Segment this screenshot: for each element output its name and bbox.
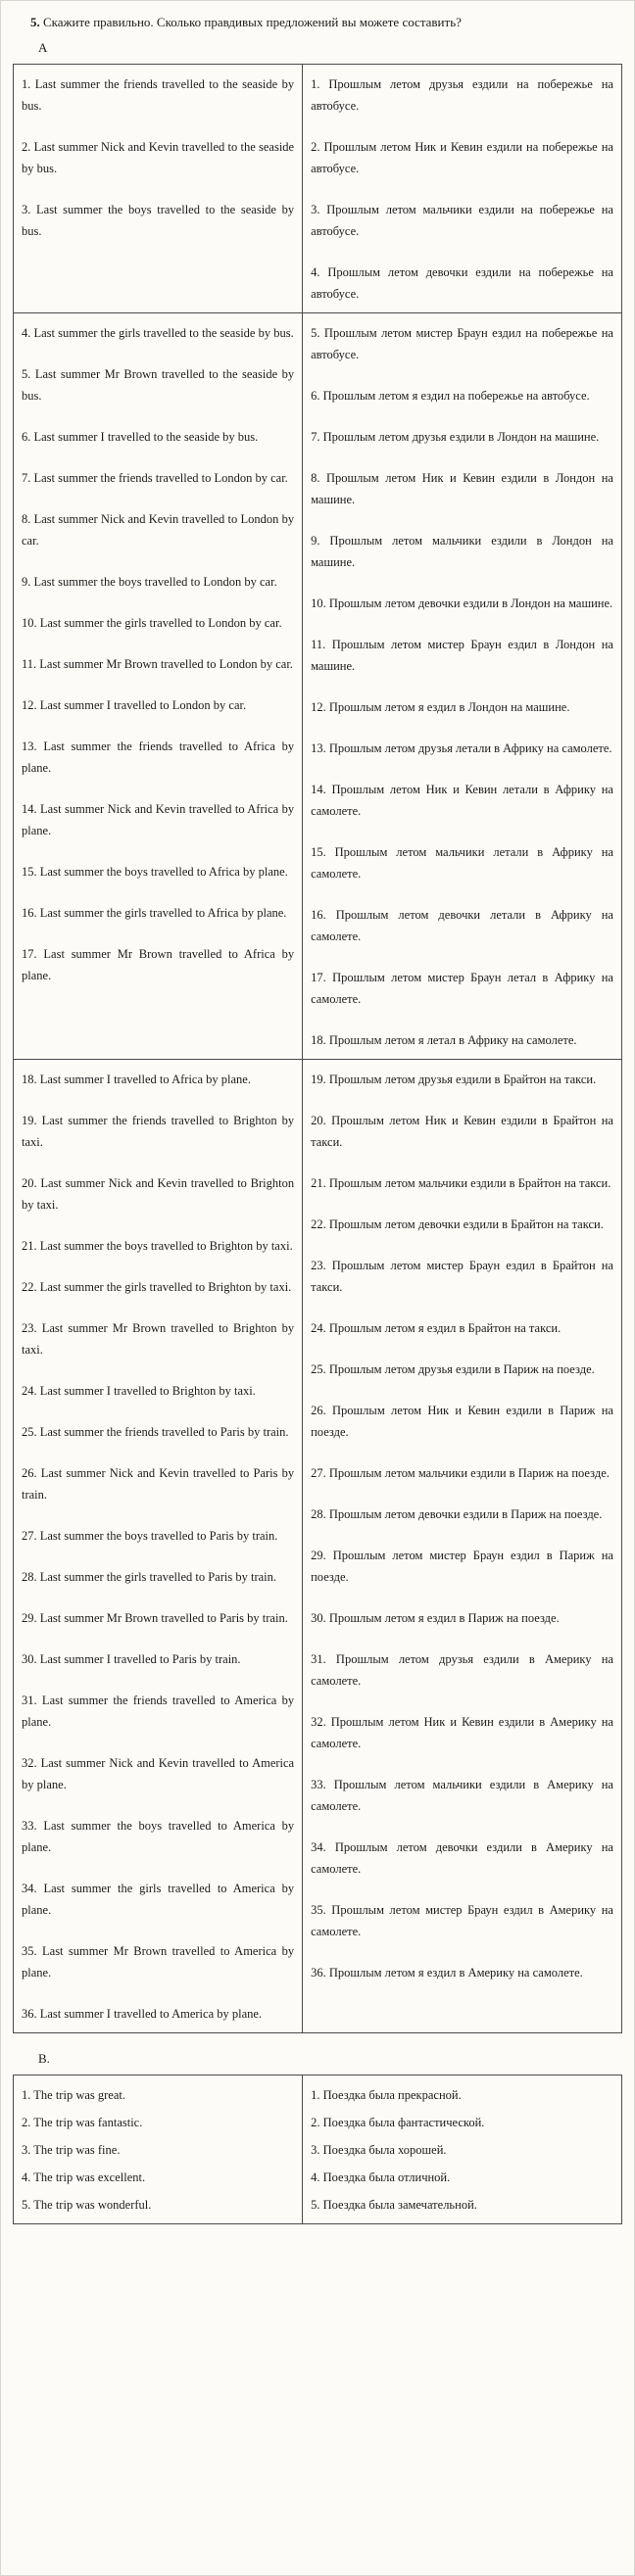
sentence-english: 19. Last summer the friends travelled to Brighton by taxi. xyxy=(22,1114,295,1149)
sentence-english: 16. Last summer the girls travelled to Africa by plane. xyxy=(22,906,287,920)
section-b-label: В. xyxy=(38,2051,50,2066)
sentence-english: 15. Last summer the boys travelled to Africa by plane. xyxy=(22,865,288,879)
sentence-english: 20. Last summer Nick and Kevin travelled to Brighton by taxi. xyxy=(22,1176,295,1212)
sentence-russian: 20. Прошлым летом Ник и Кевин ездили в Брайтон на такси. xyxy=(311,1114,613,1149)
sentence-russian: 29. Прошлым летом мистер Браун ездил в Париж на поезде. xyxy=(311,1549,613,1584)
table-a-part-2 xyxy=(13,312,622,1060)
sentence-english: 36. Last summer I travelled to America by plane. xyxy=(22,2007,263,2021)
table-a-part-1 xyxy=(13,64,622,313)
english-column-table-b xyxy=(14,2075,303,2223)
sentence-russian: 30. Прошлым летом я ездил в Париж на поезде. xyxy=(311,1611,560,1625)
sentence-russian: 11. Прошлым летом мистер Браун ездил в Лондон на машине. xyxy=(311,638,613,673)
sentence-russian: 7. Прошлым летом друзья ездили в Лондон на машине. xyxy=(311,430,600,444)
sentence-russian: 3. Поездка была хорошей. xyxy=(311,2143,447,2157)
sentence-english: 1. Last summer the friends travelled to the seaside by bus. xyxy=(22,77,295,113)
sentence-russian: 5. Прошлым летом мистер Браун ездил на побережье на автобусе. xyxy=(311,326,613,361)
sentence-russian: 27. Прошлым летом мальчики ездили в Париж на поезде. xyxy=(311,1466,610,1480)
sentence-russian: 5. Поездка была замечательной. xyxy=(311,2198,477,2212)
sentence-russian: 25. Прошлым летом друзья ездили в Париж на поезде. xyxy=(311,1362,595,1376)
sentence-english: 26. Last summer Nick and Kevin travelled to Paris by train. xyxy=(22,1466,295,1502)
sentence-russian: 34. Прошлым летом девочки ездили в Америку на самолете. xyxy=(311,1840,613,1876)
sentence-russian: 21. Прошлым летом мальчики ездили в Брайтон на такси. xyxy=(311,1176,611,1190)
sentence-russian: 12. Прошлым летом я ездил в Лондон на машине. xyxy=(311,700,570,714)
sentence-english: 35. Last summer Mr Brown travelled to America by plane. xyxy=(22,1944,295,1980)
sentence-russian: 14. Прошлым летом Ник и Кевин летали в Африку на самолете. xyxy=(311,783,613,818)
sentence-russian: 28. Прошлым летом девочки ездили в Париж на поезде. xyxy=(311,1507,603,1521)
sentence-russian: 8. Прошлым летом Ник и Кевин ездили в Лондон на машине. xyxy=(311,471,613,506)
sentence-russian: 26. Прошлым летом Ник и Кевин ездили в Париж на поезде. xyxy=(311,1404,613,1439)
sentence-russian: 4. Прошлым летом девочки ездили на побережье на автобусе. xyxy=(311,265,613,301)
sentence-english: 28. Last summer the girls travelled to Paris by train. xyxy=(22,1570,277,1584)
sentence-english: 4. Last summer the girls travelled to the seaside by bus. xyxy=(22,326,294,340)
table-b xyxy=(13,2075,622,2224)
sentence-russian: 9. Прошлым летом мальчики ездили в Лондон на машине. xyxy=(311,534,613,569)
sentence-english: 4. The trip was excellent. xyxy=(22,2171,146,2184)
english-column-part-1 xyxy=(14,65,303,312)
sentence-russian: 3. Прошлым летом мальчики ездили на побережье на автобусе. xyxy=(311,203,613,238)
sentence-english: 5. The trip was wonderful. xyxy=(22,2198,152,2212)
sentence-english: 18. Last summer I travelled to Africa by plane. xyxy=(22,1073,251,1086)
sentence-english: 23. Last summer Mr Brown travelled to Brighton by taxi. xyxy=(22,1321,295,1357)
sentence-english: 2. Last summer Nick and Kevin travelled to the seaside by bus. xyxy=(22,140,295,175)
sentence-english: 11. Last summer Mr Brown travelled to London by car. xyxy=(22,657,293,671)
russian-column-part-3 xyxy=(303,1060,621,2032)
english-column-part-2 xyxy=(14,313,303,1059)
sentence-russian: 2. Поездка была фантастической. xyxy=(311,2116,485,2129)
sentence-english: 24. Last summer I travelled to Brighton by taxi. xyxy=(22,1384,256,1398)
sentence-english: 22. Last summer the girls travelled to Brighton by taxi. xyxy=(22,1280,292,1294)
sentence-english: 7. Last summer the friends travelled to London by car. xyxy=(22,471,288,485)
sentence-russian: 1. Прошлым летом друзья ездили на побережье на автобусе. xyxy=(311,77,613,113)
exercise-heading xyxy=(13,13,622,32)
sentence-english: 14. Last summer Nick and Kevin travelled to Africa by plane. xyxy=(22,802,295,837)
sentence-english: 17. Last summer Mr Brown travelled to Africa by plane. xyxy=(22,947,295,982)
russian-column-table-b xyxy=(303,2075,621,2223)
sentence-russian: 2. Прошлым летом Ник и Кевин ездили на побережье на автобусе. xyxy=(311,140,613,175)
sentence-russian: 16. Прошлым летом девочки летали в Африку на самолете. xyxy=(311,908,613,943)
russian-column-part-1 xyxy=(303,65,621,312)
sentence-english: 5. Last summer Mr Brown travelled to the seaside by bus. xyxy=(22,367,295,403)
sentence-english: 3. The trip was fine. xyxy=(22,2143,121,2157)
english-column-part-3 xyxy=(14,1060,303,2032)
sentence-russian: 6. Прошлым летом я ездил на побережье на автобусе. xyxy=(311,389,590,403)
sentence-english: 6. Last summer I travelled to the seaside by bus. xyxy=(22,430,259,444)
sentence-russian: 36. Прошлым летом я ездил в Америку на самолете. xyxy=(311,1966,583,1980)
sentence-english: 27. Last summer the boys travelled to Paris by train. xyxy=(22,1529,278,1543)
section-a-label: А xyxy=(38,40,48,55)
sentence-english: 3. Last summer the boys travelled to the seaside by bus. xyxy=(22,203,295,238)
russian-column-part-2 xyxy=(303,313,621,1059)
sentence-russian: 19. Прошлым летом друзья ездили в Брайтон на такси. xyxy=(311,1073,597,1086)
sentence-english: 10. Last summer the girls travelled to London by car. xyxy=(22,616,282,630)
sentence-english: 29. Last summer Mr Brown travelled to Paris by train. xyxy=(22,1611,288,1625)
sentence-english: 32. Last summer Nick and Kevin travelled to America by plane. xyxy=(22,1756,295,1791)
sentence-russian: 18. Прошлым летом я летал в Африку на самолете. xyxy=(311,1033,577,1047)
sentence-english: 1. The trip was great. xyxy=(22,2088,125,2102)
sentence-russian: 15. Прошлым летом мальчики летали в Африку на самолете. xyxy=(311,845,613,881)
sentence-english: 13. Last summer the friends travelled to Africa by plane. xyxy=(22,739,295,775)
sentence-russian: 13. Прошлым летом друзья летали в Африку на самолете. xyxy=(311,741,612,755)
sentence-russian: 31. Прошлым летом друзья ездили в Америку на самолете. xyxy=(311,1652,613,1688)
sentence-english: 8. Last summer Nick and Kevin travelled to London by car. xyxy=(22,512,295,548)
sentence-english: 30. Last summer I travelled to Paris by train. xyxy=(22,1652,241,1666)
sentence-russian: 17. Прошлым летом мистер Браун летал в Африку на самолете. xyxy=(311,971,613,1006)
sentence-english: 21. Last summer the boys travelled to Brighton by taxi. xyxy=(22,1239,293,1253)
sentence-russian: 23. Прошлым летом мистер Браун ездил в Брайтон на такси. xyxy=(311,1259,613,1294)
sentence-russian: 1. Поездка была прекрасной. xyxy=(311,2088,462,2102)
sentence-russian: 24. Прошлым летом я ездил в Брайтон на такси. xyxy=(311,1321,562,1335)
sentence-russian: 22. Прошлым летом девочки ездили в Брайтон на такси. xyxy=(311,1217,604,1231)
sentence-english: 25. Last summer the friends travelled to Paris by train. xyxy=(22,1425,289,1439)
sentence-english: 31. Last summer the friends travelled to America by plane. xyxy=(22,1693,295,1729)
sentence-russian: 35. Прошлым летом мистер Браун ездил в Америку на самолете. xyxy=(311,1903,613,1938)
sentence-english: 9. Last summer the boys travelled to London by car. xyxy=(22,575,277,589)
sentence-russian: 4. Поездка была отличной. xyxy=(311,2171,451,2184)
table-a-part-3 xyxy=(13,1059,622,2033)
sentence-english: 2. The trip was fantastic. xyxy=(22,2116,143,2129)
sentence-russian: 33. Прошлым летом мальчики ездили в Америку на самолете. xyxy=(311,1778,613,1813)
exercise-instruction: Скажите правильно. Сколько правдивых предложений вы можете составить? xyxy=(43,15,462,29)
exercise-number: 5. xyxy=(30,15,40,29)
sentence-english: 12. Last summer I travelled to London by car. xyxy=(22,698,247,712)
sentence-english: 34. Last summer the girls travelled to America by plane. xyxy=(22,1882,295,1917)
sentence-russian: 10. Прошлым летом девочки ездили в Лондон на машине. xyxy=(311,596,613,610)
sentence-russian: 32. Прошлым летом Ник и Кевин ездили в Америку на самолете. xyxy=(311,1715,613,1750)
sentence-english: 33. Last summer the boys travelled to America by plane. xyxy=(22,1819,295,1854)
